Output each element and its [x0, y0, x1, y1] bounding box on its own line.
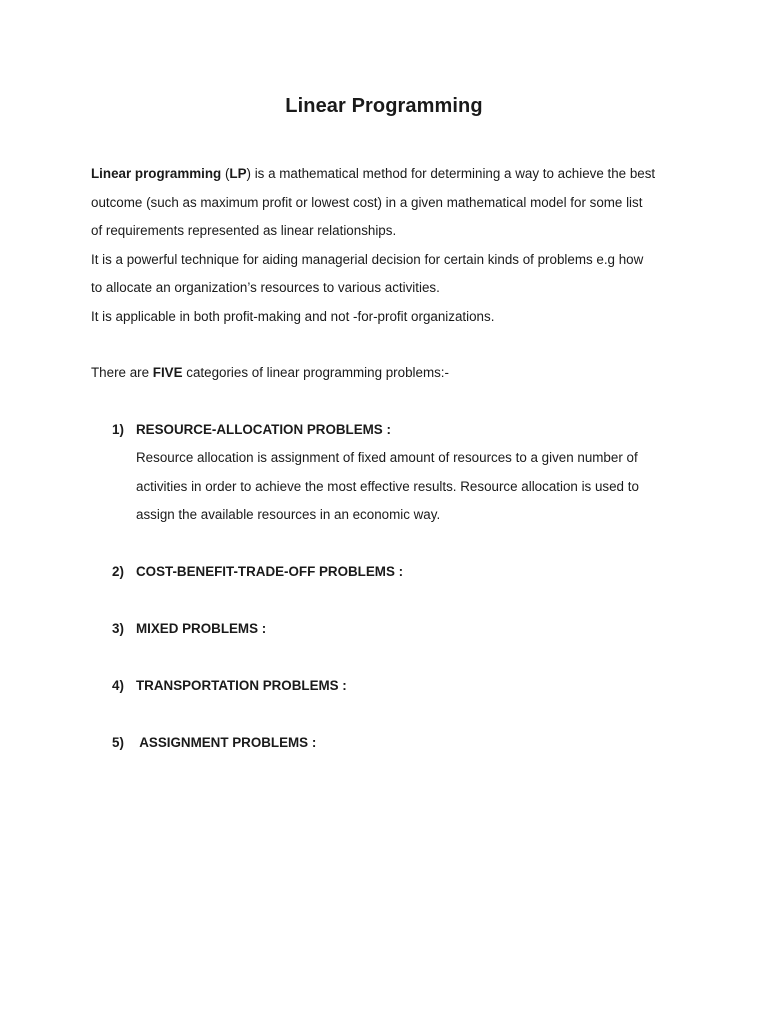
- intro-line-3: of requirements represented as linear relationships.: [91, 223, 397, 239]
- description-line: activities in order to achieve the most effective results. Resource allocation is used to: [136, 478, 639, 494]
- description-line: assign the available resources in an economic way.: [136, 507, 441, 523]
- category-number: 3): [112, 621, 124, 636]
- category-label: COST-BENEFIT-TRADE-OFF PROBLEMS :: [136, 564, 404, 579]
- category-item-4: [112, 672, 347, 701]
- category-item-1: [112, 416, 391, 445]
- document-title: Linear Programming: [285, 95, 483, 117]
- intro-line-1: Linear programming (LP) is a mathematical method for determining a way to achieve the best: [91, 166, 656, 181]
- category-number: 5): [112, 735, 124, 750]
- intro-paragraph: [91, 160, 681, 332]
- category-label: TRANSPORTATION PROBLEMS :: [136, 678, 347, 693]
- lp-abbr: LP: [229, 166, 247, 181]
- intro-line-2: outcome (such as maximum profit or lowest cost) in a given mathematical model for some list: [91, 194, 643, 210]
- category-number: 1): [112, 422, 124, 437]
- lp-term: Linear programming: [91, 166, 222, 181]
- category-number: 2): [112, 564, 124, 579]
- resource-allocation-description: [136, 444, 639, 530]
- category-label: ASSIGNMENT PROBLEMS :: [136, 735, 317, 750]
- category-item-3: [112, 615, 266, 644]
- category-number: 4): [112, 678, 124, 693]
- intro-line-6: It is applicable in both profit-making and not -for-profit organizations.: [91, 308, 495, 324]
- categories-intro: There are FIVE categories of linear programming problems:-: [91, 365, 449, 380]
- category-item-2: [112, 558, 403, 587]
- category-label: MIXED PROBLEMS :: [136, 621, 267, 636]
- description-line: Resource allocation is assignment of fixed amount of resources to a given number of: [136, 450, 638, 465]
- category-item-5: [112, 729, 316, 758]
- category-label: RESOURCE-ALLOCATION PROBLEMS :: [136, 422, 391, 437]
- intro-line-4: It is a powerful technique for aiding managerial decision for certain kinds of problems e.g how: [91, 251, 644, 267]
- five-emphasis: FIVE: [152, 365, 183, 380]
- intro-line-5: to allocate an organization’s resources to various activities.: [91, 280, 440, 296]
